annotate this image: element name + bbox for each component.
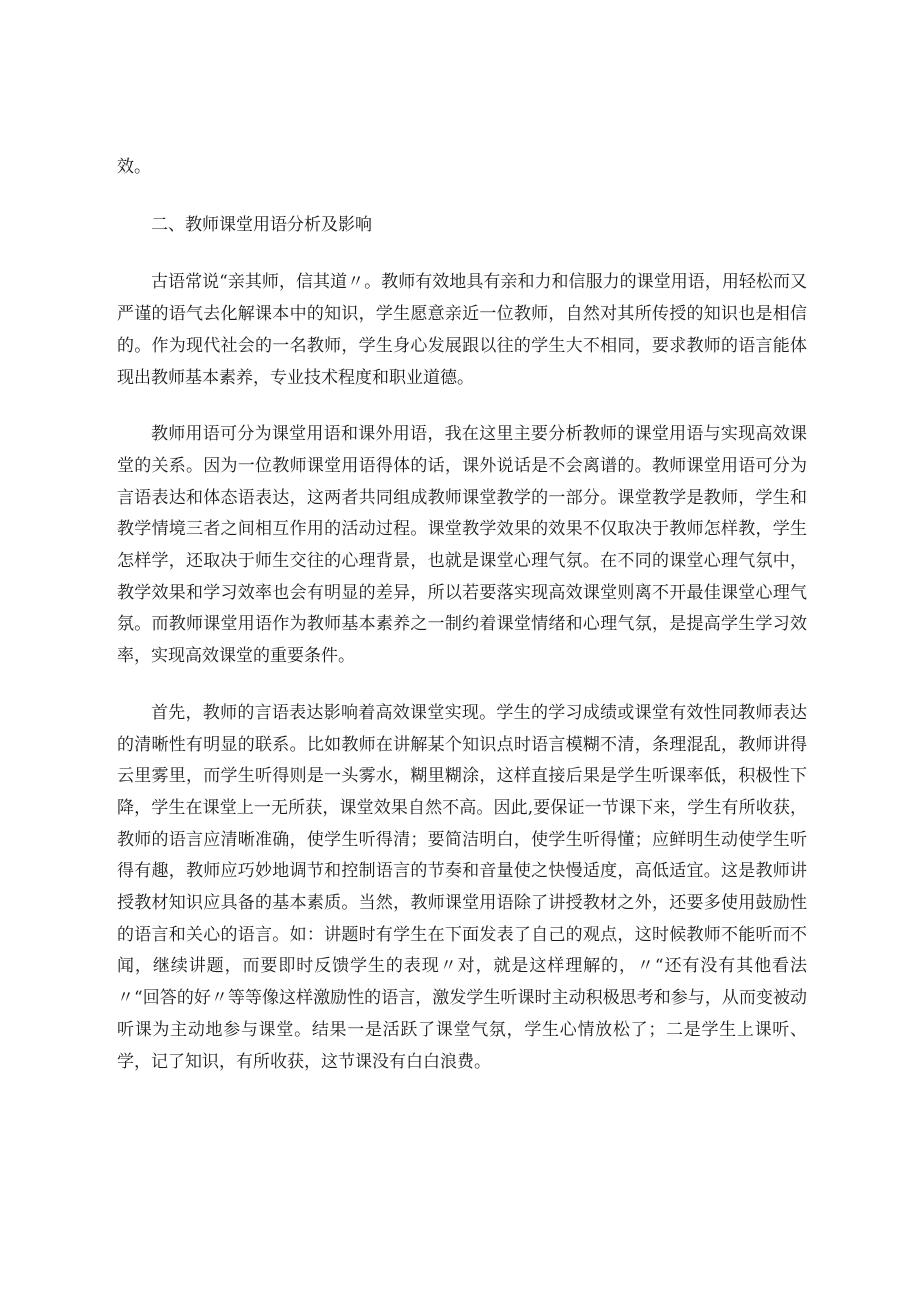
spacer (117, 184, 807, 210)
spacer (117, 673, 807, 698)
spacer (117, 394, 807, 419)
document-body (117, 152, 807, 1078)
paragraph-1: 古语常说“亲其师，信其道〃。教师有效地具有亲和力和信服力的课堂用语，用轻松而又严谨的语气去化解课本中的知识，学生愿意亲近一位教师，自然对其所传授的知识也是相信的。作为现代社会的一名教师，学生身心发展跟以往的学生大不相同，要求教师的语言能体现出教师基本素养，专业技术程度和职业道德。 (117, 272, 807, 388)
spacer (117, 241, 807, 267)
section-heading: 二、教师课堂用语分析及影响 (151, 214, 372, 235)
paragraph-3: 首先，教师的言语表达影响着高效课堂实现。学生的学习成绩或课堂有效性同教师表达的清晰性有明显的联系。比如教师在讲解某个知识点时语言模糊不清，条理混乱，教师讲得云里雾里，而学生听得则是一头雾水，糊里糊涂，这样直接后果是学生听课率低，积极性下降，学生在课堂上一无所获，课堂效果自然不高。因此,要保证一节课下来，学生有所收获，教师的语言应清晰准确，使学生听得清；要简洁明白，使学生听得懂；应鲜明生动使学生听得有趣，教师应巧妙地调节和控制语言的节奏和音量使之快慢适度，高低适宜。这是教师讲授教材知识应具备的基本素质。当然，教师课堂用语除了讲授教材之外，还要多使用鼓励性的语言和关心的语言。如：讲题时有学生在下面发表了自己的观点，这时候教师不能听而不闻，继续讲题，而要即时反馈学生的表现〃对，就是这样理解的，〃“还有没有其他看法〃“回答的好〃等等像这样激励性的语言，激发学生听课时主动积极思考和参与，从而变被动听课为主动地参与课堂。结果一是活跃了课堂气氛，学生心情放松了；二是学生上课听、学，记了知识，有所收获，这节课没有白白浪费。 (117, 702, 807, 1072)
paragraph-fragment: 效。 (117, 157, 151, 177)
paragraph-2: 教师用语可分为课堂用语和课外用语，我在这里主要分析教师的课堂用语与实现高效课堂的关系。因为一位教师课堂用语得体的话，课外说话是不会离谱的。教师课堂用语可分为言语表达和体态语表达，这两者共同组成教师课堂教学的一部分。课堂教学是教师，学生和教学情境三者之间相互作用的活动过程。课堂教学效果的效果不仅取决于教师怎样教，学生怎样学，还取决于师生交往的心理背景，也就是课堂心理气氛。在不同的课堂心理气氛中，教学效果和学习效率也会有明显的差异，所以若要落实现高效课堂则离不开最佳课堂心理气氛。而教师课堂用语作为教师基本素养之一制约着课堂情绪和心理气氛，是提高学生学习效率，实现高效课堂的重要条件。 (117, 424, 807, 667)
